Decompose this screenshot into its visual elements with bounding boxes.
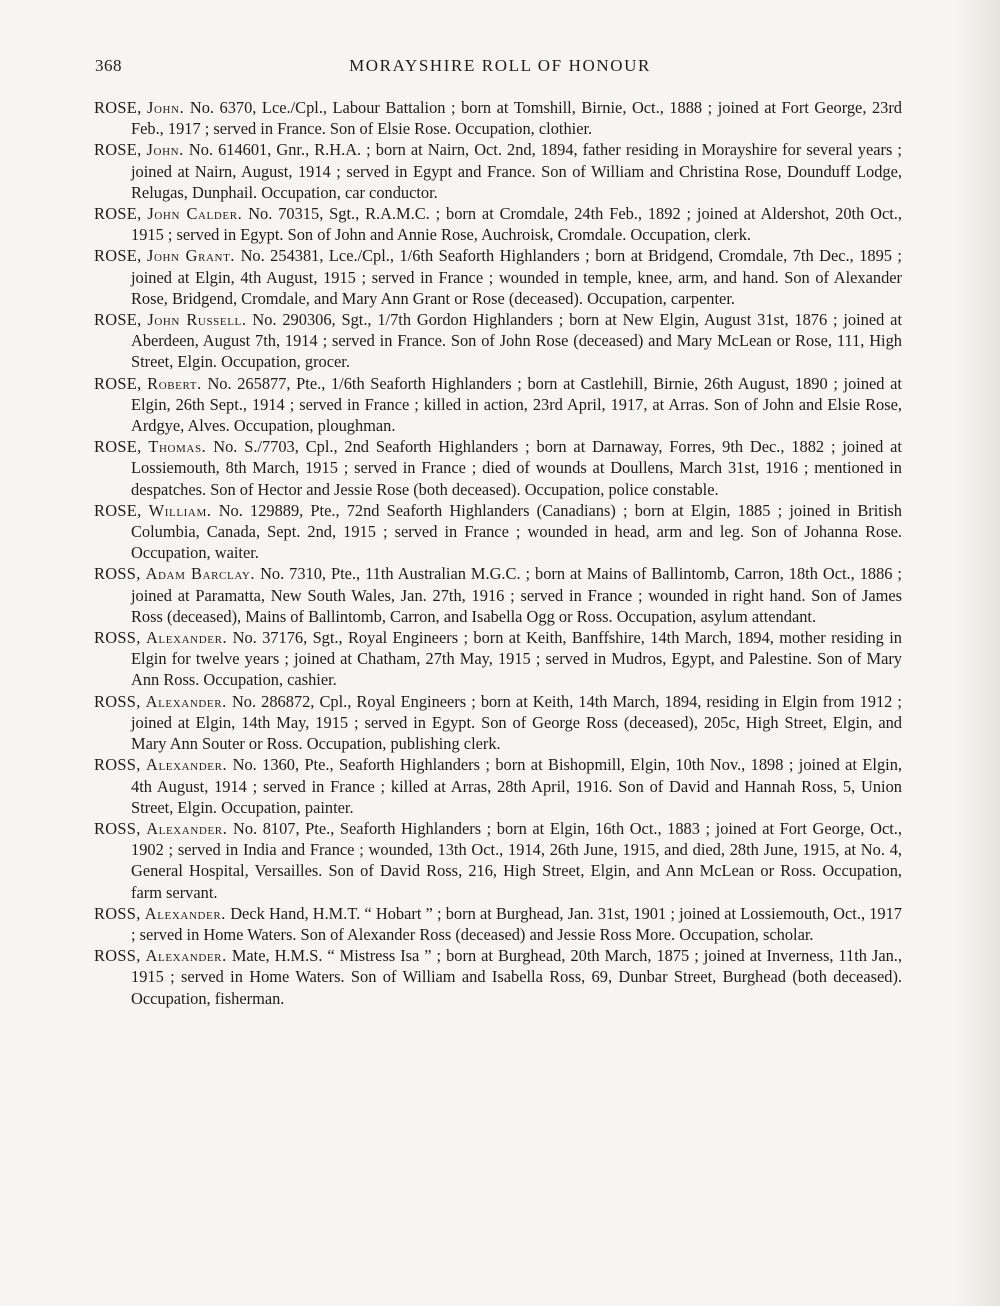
entry-details: No. 265877, Pte., 1/6th Seaforth Highlanders ; born at Castlehill, Birnie, 26th August, 1890 ; joined at Elgin, 26th Sept., 1914 ; served in France ; killed in action, 23rd April, 1917, at Arras. Son of John and Elsie Rose, Ardgye, Alves. Occupation, ploughman. xyxy=(131,373,902,436)
entry-surname: ROSE, xyxy=(94,373,142,393)
entry-surname: ROSS, xyxy=(94,628,141,648)
entry-details: No. 129889, Pte., 72nd Seaforth Highlanders (Canadians) ; born at Elgin, 1885 ; joined in British Columbia, Canada, Sept. 2nd, 1915 ; served in France ; wounded in head, arm and leg. Son of Johanna Rose. Occupation, waiter. xyxy=(131,500,902,563)
entry-given-names: Alexander. xyxy=(146,755,228,775)
roll-entry xyxy=(94,754,902,818)
entry-surname: ROSE, xyxy=(94,246,142,266)
roll-entry xyxy=(94,563,902,627)
entry-surname: ROSS, xyxy=(94,755,141,775)
entry-given-names: Alexander. xyxy=(145,691,227,711)
roll-entry xyxy=(94,691,902,755)
roll-entry xyxy=(94,903,902,945)
roll-entry xyxy=(94,945,902,1009)
entry-details: No. 70315, Sgt., R.A.M.C. ; born at Cromdale, 24th Feb., 1892 ; joined at Aldershot, 20th Oct., 1915 ; served in Egypt. Son of John and Annie Rose, Auchroisk, Cromdale. Occupation, clerk. xyxy=(131,204,902,245)
entry-given-names: Alexander. xyxy=(146,628,228,648)
entry-details: No. 254381, Lce./Cpl., 1/6th Seaforth Highlanders ; born at Bridgend, Cromdale, 7th Dec., 1895 ; joined at Elgin, 4th August, 1915 ; served in France ; wounded in temple, knee, arm, and hand. Son of Alexander Rose, Bridgend, Cromdale, and Mary Ann Grant or Rose (deceased). Occupation, carpenter. xyxy=(131,246,902,308)
entry-details: No. 614601, Gnr., R.H.A. ; born at Nairn, Oct. 2nd, 1894, father residing in Morayshire for several years ; joined at Nairn, August, 1914 ; served in Egypt and France. Son of William and Christina Rose, Dounduff Lodge, Relugas, Dunphail. Occupation, car conductor. xyxy=(131,140,902,202)
entry-given-names: John Calder. xyxy=(147,204,243,224)
entry-details: No. 286872, Cpl., Royal Engineers ; born at Keith, 14th March, 1894, residing in Elgin from 1912 ; joined at Elgin, 14th May, 1915 ; served in Egypt. Son of George Ross (deceased), 205c, High Street, Elgin, and Mary Ann Souter or Ross. Occupation, publishing clerk. xyxy=(131,691,902,754)
entry-given-names: John Grant. xyxy=(146,246,236,266)
roll-entry xyxy=(94,245,902,309)
roll-entry xyxy=(94,500,902,564)
entry-surname: ROSE, xyxy=(94,98,142,117)
entry-details: No. S./7703, Cpl., 2nd Seaforth Highlanders ; born at Darnaway, Forres, 9th Dec., 1882 ; joined at Lossiemouth, 8th March, 1915 ; served in France ; died of wounds at Doullens, March 31st, 1916 ; mentioned in despatches. Son of Hector and Jessie Rose (both deceased). Occupation, police constable. xyxy=(131,437,902,499)
roll-entry xyxy=(94,203,902,245)
entry-surname: ROSE, xyxy=(94,204,142,224)
entry-given-names: John. xyxy=(147,98,185,117)
entry-details: Deck Hand, H.M.T. “ Hobart ” ; born at Burghead, Jan. 31st, 1901 ; joined at Lossiemouth, Oct., 1917 ; served in Home Waters. Son of Alexander Ross (deceased) and Jessie Ross More. Occupation, scholar. xyxy=(131,903,902,944)
running-title: MORAYSHIRE ROLL OF HONOUR xyxy=(349,56,651,75)
entry-surname: ROSE, xyxy=(94,500,142,520)
page-number: 368 xyxy=(95,56,122,75)
roll-entry xyxy=(94,818,902,903)
entry-given-names: Alexander. xyxy=(144,903,227,923)
entry-surname: ROSS, xyxy=(94,903,141,923)
entry-surname: ROSS, xyxy=(94,946,141,966)
entry-surname: ROSS, xyxy=(94,564,141,584)
entry-surname: ROSE, xyxy=(94,140,142,160)
entry-given-names: Thomas. xyxy=(148,437,207,457)
entry-given-names: John Russell. xyxy=(147,310,247,330)
entry-surname: ROSE, xyxy=(94,437,142,457)
entry-details: No. 7310, Pte., 11th Australian M.G.C. ; born at Mains of Ballintomb, Carron, 18th Oct., 1886 ; joined at Paramatta, New South Wales, Jan. 27th, 1916 ; served in France ; wounded in right hand. Son of James Ross (deceased), Mains of Ballintomb, Carron, and Isabella Ogg or Ross. Occupation, asylum attendant. xyxy=(131,564,902,626)
entry-given-names: John. xyxy=(146,140,184,160)
entry-details: No. 290306, Sgt., 1/7th Gordon Highlanders ; born at New Elgin, August 31st, 1876 ; joined at Aberdeen, August 7th, 1914 ; served in France. Son of John Rose (deceased) and Mary McLean or Rose, 111, High Street, Elgin. Occupation, grocer. xyxy=(131,310,902,372)
entry-given-names: William. xyxy=(148,500,212,520)
entry-surname: ROSS, xyxy=(94,691,141,711)
entry-details: No. 1360, Pte., Seaforth Highlanders ; born at Bishopmill, Elgin, 10th Nov., 1898 ; joined at Elgin, 4th August, 1914 ; served in France ; killed at Arras, 28th April, 1916. Son of David and Hannah Ross, 5, Union Street, Elgin. Occupation, painter. xyxy=(131,755,902,817)
roll-entry xyxy=(94,97,902,139)
roll-entry xyxy=(94,436,902,500)
entry-surname: ROSS, xyxy=(94,818,141,838)
roll-entry xyxy=(94,373,902,437)
page-edge-shadow xyxy=(954,0,1000,1306)
entry-given-names: Alexander. xyxy=(146,818,228,838)
entry-given-names: Adam Barclay. xyxy=(145,564,256,584)
entry-surname: ROSE, xyxy=(94,310,142,330)
entry-given-names: Robert. xyxy=(147,373,202,393)
page-header xyxy=(95,56,905,82)
roll-entry xyxy=(94,309,902,373)
roll-entries xyxy=(94,97,902,1009)
entry-details: No. 37176, Sgt., Royal Engineers ; born at Keith, Banffshire, 14th March, 1894, mother residing in Elgin for twelve years ; joined at Chatham, 27th May, 1915 ; served in Mudros, Egypt, and Palestine. Son of Mary Ann Ross. Occupation, cashier. xyxy=(131,628,903,690)
entry-details: Mate, H.M.S. “ Mistress Isa ” ; born at Burghead, 20th March, 1875 ; joined at Inverness, 11th Jan., 1915 ; served in Home Waters. Son of William and Isabella Ross, 69, Dunbar Street, Burghead (both deceased). Occupation, fisherman. xyxy=(131,946,902,1008)
entry-given-names: Alexander. xyxy=(145,946,227,966)
entry-details: No. 6370, Lce./Cpl., Labour Battalion ; born at Tomshill, Birnie, Oct., 1888 ; joined at Fort George, 23rd Feb., 1917 ; served in France. Son of Elsie Rose. Occupation, clothier. xyxy=(131,98,902,139)
roll-entry xyxy=(94,139,902,203)
roll-entry xyxy=(94,627,902,691)
entry-details: No. 8107, Pte., Seaforth Highlanders ; born at Elgin, 16th Oct., 1883 ; joined at Fort George, Oct., 1902 ; served in India and France ; wounded, 13th Oct., 1914, 26th June, 1915, and died, 28th June, 1915, at No. 4, General Hospital, Versailles. Son of David Ross, 216, High Street, Elgin, and Ann McLean or Ross. Occupation, farm servant. xyxy=(131,818,902,902)
